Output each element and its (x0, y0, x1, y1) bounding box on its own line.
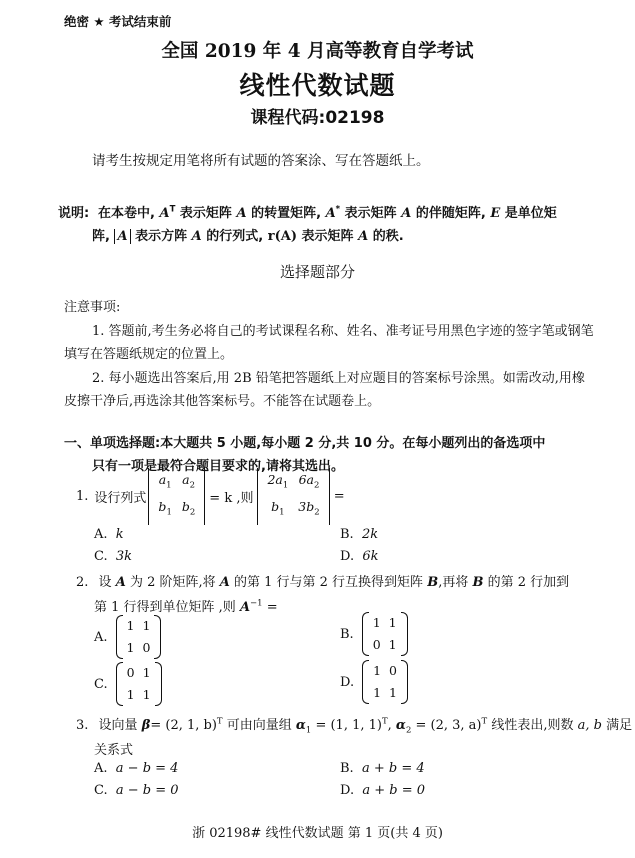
notice-item-2: 2. 每小题选出答案后,用 2B 铅笔把答题纸上对应题目的答案标号涂黑。如需改动,用橡 (92, 371, 585, 386)
section-title: 选择题部分 (279, 263, 355, 281)
question-1: 1. 设行列式 $a_1$ $a_2$ $b_1$ $b_2$ = k ,则 $2a_1$ $6a_2$ $b_1$ $3b_2$ = (76, 476, 345, 516)
q1-option-b: B. 2k (340, 527, 379, 542)
q3-option-d: D. a + b = 0 (340, 783, 426, 798)
part1-heading: 一、单项选择题:本大题共 5 小题,每小题 2 分,共 10 分。在每小题列出的备选项中 (64, 436, 546, 451)
subject-title: 线性代数试题 (239, 71, 396, 100)
matrix-b: 1 1 0 1 (362, 612, 408, 656)
part1-heading-cont: 只有一项是最符合题目要求的,请将其选出。 (92, 459, 344, 474)
q1-option-a: A. k (94, 527, 124, 542)
confidential-label: 绝密 ★ 考试结束前 (64, 14, 172, 29)
q2-option-b: B. 1 1 0 1 (340, 614, 408, 654)
notice-item-1: 1. 答题前,考生务必将自己的考试课程名称、姓名、准考证号用黑色字迹的签字笔或钢笔 (92, 324, 594, 339)
question-3: 3. 设向量 β= (2, 1, b)$^T$ 可由向量组 $\alpha_1 = (1$, 1, 1)$^T$, $\alpha_2 = (2$, 3, a)$^T$ 线性表出,则数 a, b 满足 (76, 716, 633, 736)
instruction: 请考生按规定用笔将所有试题的答案涂、写在答题纸上。 (92, 153, 430, 169)
question-2: 2. 设 A 为 2 阶矩阵,将 A 的第 1 行与第 2 行互换得到矩阵 B,再将 B 的第 2 行加到 (76, 575, 570, 590)
matrix-c: 0 1 1 1 (116, 662, 162, 706)
notice-item-1-cont: 填写在答题纸规定的位置上。 (64, 347, 234, 362)
determinant-given: $a_1$ $a_2$ $b_1$ $b_2$ (148, 468, 205, 525)
question-2-cont: 第 1 行得到单位矩阵 ,则 $A^{-1}$ = (94, 598, 278, 615)
notice-title: 注意事项: (64, 300, 121, 315)
q1-option-c: C. 3k (94, 549, 133, 564)
determinant-notation: A (114, 229, 130, 244)
notice-item-2-cont: 皮擦干净后,再选涂其他答案标号。不能答在试题卷上。 (64, 394, 381, 409)
matrix-a: 1 1 1 0 (116, 615, 162, 659)
q3-option-a: A. a − b = 4 (94, 761, 179, 776)
matrix-d: 1 0 1 1 (362, 660, 408, 704)
exam-title: 全国 2019 年 4 月高等教育自学考试 (161, 41, 474, 62)
course-code: 课程代码:02198 (250, 108, 385, 128)
explanation-label: 说明: (58, 206, 90, 221)
question-3-cont: 关系式 (94, 743, 134, 758)
q3-option-b: B. a + b = 4 (340, 761, 425, 776)
q1-option-d: D. 6k (340, 549, 379, 564)
q3-option-c: C. a − b = 0 (94, 783, 179, 798)
explanation-line-2: 阵, A 表示方阵 A 的行列式, r(A) 表示矩阵 A 的秩. (92, 229, 404, 244)
q2-option-a: A. 1 1 1 0 (94, 617, 161, 657)
determinant-asked: $2a_1$ $6a_2$ $b_1$ $3b_2$ (257, 468, 329, 525)
q2-option-d: D. 1 0 1 1 (340, 662, 408, 702)
page-footer: 浙 02198# 线性代数试题 第 1 页(共 4 页) (192, 826, 443, 841)
explanation-line-1: 在本卷中, $A^T$ 表示矩阵 A 的转置矩阵, A* 表示矩阵 A 的伴随矩阵, E 是单位矩 (98, 204, 557, 221)
q2-option-c: C. 0 1 1 1 (94, 664, 162, 704)
